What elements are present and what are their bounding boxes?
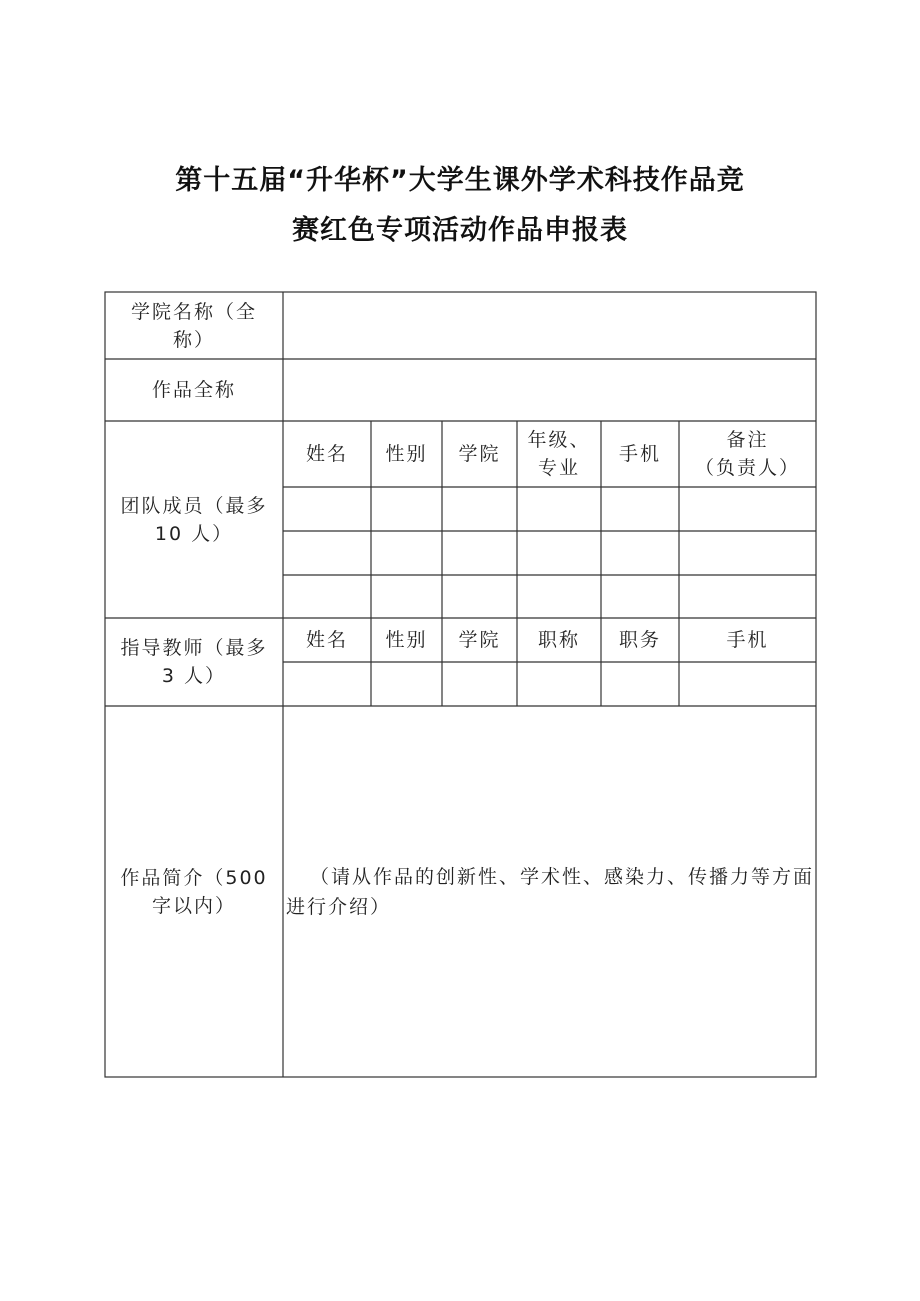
advisor-row[interactable] <box>283 662 816 706</box>
team-members-label: 团队成员（最多 10 人） <box>120 494 268 545</box>
team-header-name: 姓名 <box>305 443 348 465</box>
college-name-label: 学院名称（全 称） <box>130 300 257 351</box>
advisor-header-name: 姓名 <box>305 629 348 651</box>
team-member-rows[interactable] <box>283 487 816 618</box>
form-title-line-2: 赛红色专项活动作品申报表 <box>292 215 628 246</box>
advisor-label: 指导教师（最多 3 人） <box>120 637 268 687</box>
team-header-note: 备注 （负责人） <box>694 429 800 479</box>
advisor-header-title: 职称 <box>537 629 580 651</box>
team-header-grade-major: 年级、 专业 <box>527 429 591 479</box>
advisor-header-phone: 手机 <box>726 629 769 651</box>
team-header-phone: 手机 <box>618 443 661 465</box>
form-title-line-1: 第十五届“升华杯”大学生课外学术科技作品竞 <box>175 165 745 196</box>
work-intro-label: 作品简介（500 字以内） <box>120 866 268 917</box>
team-header-gender: 性别 <box>385 443 428 465</box>
team-header-college: 学院 <box>458 443 501 465</box>
work-intro-hint[interactable]: （请从作品的创新性、学术性、感染力、传播力等方面进行介绍） <box>286 866 815 918</box>
advisor-header-position: 职务 <box>618 629 661 651</box>
work-name-field[interactable] <box>283 359 816 421</box>
advisor-header-college: 学院 <box>458 629 501 651</box>
college-name-field[interactable] <box>283 292 816 359</box>
advisor-header-gender: 性别 <box>385 629 428 651</box>
work-name-label: 作品全称 <box>151 379 236 401</box>
